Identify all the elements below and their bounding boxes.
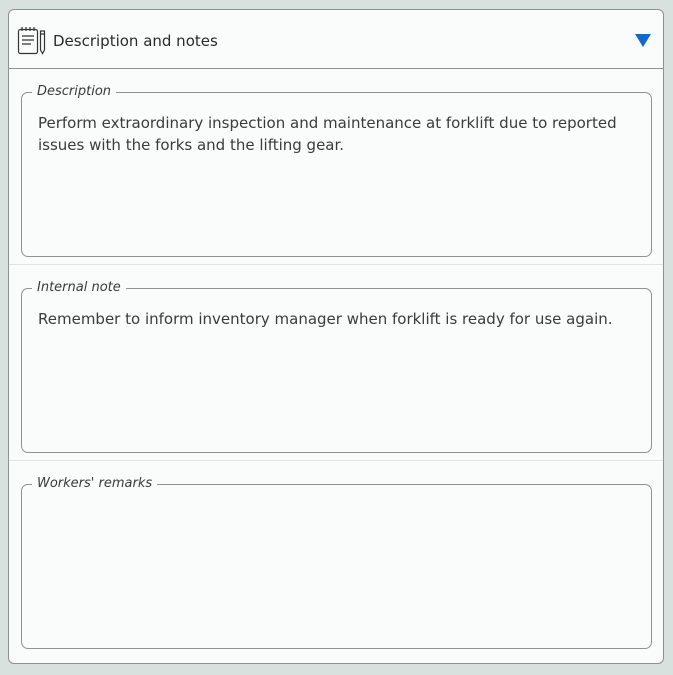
description-notes-panel xyxy=(8,9,664,664)
panel-title: Description and notes xyxy=(53,32,218,50)
chevron-down-icon[interactable] xyxy=(635,34,651,47)
panel-header[interactable] xyxy=(9,10,663,69)
workers-remarks-field[interactable] xyxy=(21,477,652,649)
description-label: Description xyxy=(37,84,112,99)
workers-remarks-textarea[interactable] xyxy=(38,504,635,638)
internal-note-section xyxy=(9,265,663,461)
description-section xyxy=(9,69,663,265)
internal-note-field[interactable] xyxy=(21,281,652,453)
workers-remarks-label: Workers' remarks xyxy=(37,476,153,491)
internal-note-textarea[interactable]: Remember to inform inventory manager when forklift is ready for use again. xyxy=(38,310,613,328)
description-textarea[interactable]: Perform extraordinary inspection and maintenance at forklift due to reported issues with the forks and the lifting gear. xyxy=(38,114,622,154)
description-field[interactable] xyxy=(21,85,652,257)
internal-note-label: Internal note xyxy=(37,280,121,295)
notepad-pencil-icon xyxy=(17,25,47,55)
workers-remarks-section xyxy=(9,461,663,664)
